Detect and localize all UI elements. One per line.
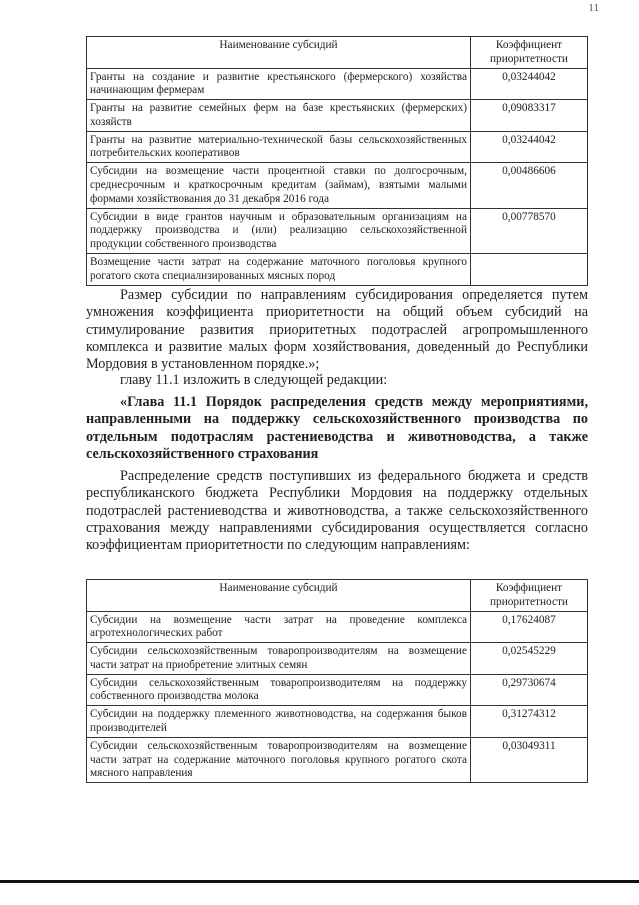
header-subsidy-name: Наименование субсидий <box>87 37 471 69</box>
subsidy-name: Возмещение части затрат на содержание маточного поголовья крупного рогатого скота специализированных мясных пород <box>87 253 471 285</box>
table-row <box>87 208 588 253</box>
table-row <box>87 643 588 675</box>
subsidy-name: Гранты на создание и развитие крестьянского (фермерского) хозяйства начинающим фермерам <box>87 68 471 100</box>
subsidy-name: Субсидии на поддержку племенного животноводства, на содержания быков производителей <box>87 706 471 738</box>
subsidy-name: Гранты на развитие материально-технической базы сельскохозяйственных потребительских кооперативов <box>87 131 471 163</box>
priority-coefficient: 0,03244042 <box>471 131 588 163</box>
table-row <box>87 253 588 285</box>
subsidy-name: Субсидии в виде грантов научным и образовательным организациям на поддержку производства и (или) реализацию сельскохозяйственной продукции собственного производства <box>87 208 471 253</box>
priority-coefficient: 0,03049311 <box>471 737 588 782</box>
subsidy-name: Субсидии на возмещение части затрат на проведение комплекса агротехнологических работ <box>87 611 471 643</box>
priority-coefficient: 0,29730674 <box>471 674 588 706</box>
table-header-row <box>87 37 588 69</box>
footer-divider <box>0 880 639 883</box>
table-row <box>87 68 588 100</box>
table-row <box>87 706 588 738</box>
table-header-row <box>87 580 588 612</box>
subsidy-name: Гранты на развитие семейных ферм на базе крестьянских (фермерских) хозяйств <box>87 100 471 132</box>
priority-coefficient: 0,00486606 <box>471 163 588 208</box>
table-row <box>87 163 588 208</box>
table-row <box>87 611 588 643</box>
header-subsidy-name: Наименование субсидий <box>87 580 471 612</box>
subsidies-table-1 <box>86 36 588 286</box>
chapter-heading: «Глава 11.1 Порядок распределения средств между мероприятиями, направленными на поддержку сельскохозяйственного производства по отдельным подотраслям растениеводства и животноводства, а также сельскохозяйственного страхования <box>86 394 588 462</box>
page-number: 11 <box>588 2 599 14</box>
subsidy-name: Субсидии сельскохозяйственным товаропроизводителям на поддержку собственного производства молока <box>87 674 471 706</box>
paragraph-chapter-instruction: главу 11.1 изложить в следующей редакции: <box>120 372 388 388</box>
table-row <box>87 674 588 706</box>
header-priority-coefficient: Коэффициент приоритетности <box>471 37 588 69</box>
subsidies-table-2 <box>86 579 588 783</box>
paragraph-subsidy-size: Размер субсидии по направлениям субсидирования определяется путем умножения коэффициента приоритетности на общий объем субсидий на стимулирование развития приоритетных подотраслей агропромышленного комплекса и развитие малых форм хозяйствования, доведенный до Республики Мордовия в установленном порядке.»; <box>86 287 588 373</box>
priority-coefficient: 0,31274312 <box>471 706 588 738</box>
subsidy-name: Субсидии сельскохозяйственным товаропроизводителям на возмещение части затрат на содержание маточного поголовья крупного рогатого скота мясного направления <box>87 737 471 782</box>
header-priority-coefficient: Коэффициент приоритетности <box>471 580 588 612</box>
table-row <box>87 131 588 163</box>
priority-coefficient: 0,09083317 <box>471 100 588 132</box>
subsidy-name: Субсидии на возмещение части процентной ставки по долгосрочным, среднесрочным и краткосрочным кредитам (займам), взятыми малыми формами хозяйствования до 31 декабря 2016 года <box>87 163 471 208</box>
subsidy-name: Субсидии сельскохозяйственным товаропроизводителям на возмещение части затрат на приобретение элитных семян <box>87 643 471 675</box>
priority-coefficient: 0,00778570 <box>471 208 588 253</box>
table-row <box>87 737 588 782</box>
table-row <box>87 100 588 132</box>
paragraph-distribution: Распределение средств поступивших из федерального бюджета и средств республиканского бюджета Республики Мордовия на поддержку отдельных подотраслей растениеводства и животноводства, а также сельскохозяйственного страхования между направлениями субсидирования осуществляется согласно коэффициентам приоритетности по следующим направлениям: <box>86 468 588 554</box>
priority-coefficient <box>471 253 588 285</box>
priority-coefficient: 0,03244042 <box>471 68 588 100</box>
priority-coefficient: 0,17624087 <box>471 611 588 643</box>
priority-coefficient: 0,02545229 <box>471 643 588 675</box>
